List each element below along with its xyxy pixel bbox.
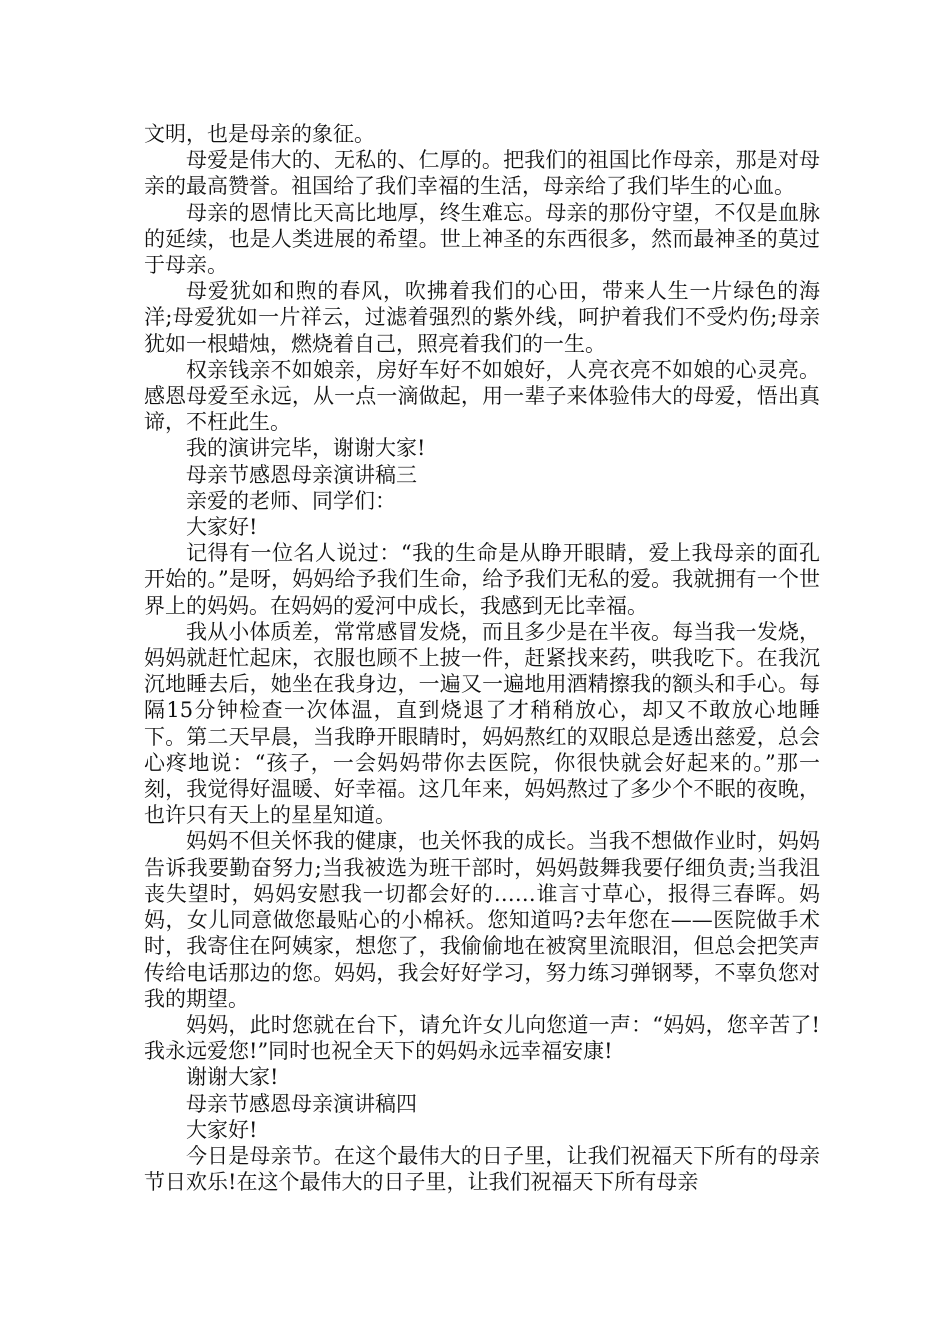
paragraph: 文明，也是母亲的象征。 [144, 122, 375, 146]
paragraph: 记得有一位名人说过：“我的生命是从睁开眼睛，爱上我母亲的面孔开始的。”是呀，妈妈给予我们生命，给予我们无私的爱。我就拥有一个世界上的妈妈。在妈妈的爱河中成长，我感到无比幸福。 [144, 541, 820, 618]
paragraph: 母爱是伟大的、无私的、仁厚的。把我们的祖国比作母亲，那是对母亲的最高赞誉。祖国给了我们幸福的生活，母亲给了我们毕生的心血。 [144, 148, 820, 199]
speech-heading: 母亲节感恩母亲演讲稿四 [186, 1091, 417, 1116]
paragraph: 今日是母亲节。在这个最伟大的日子里，让我们祝福天下所有的母亲节日欢乐!在这个最伟大的日子里，让我们祝福天下所有母亲 [144, 1143, 820, 1195]
salutation: 亲爱的老师、同学们： [186, 488, 396, 513]
document-body [144, 121, 820, 1195]
paragraph: 我从小体质差，常常感冒发烧，而且多少是在半夜。每当我一发烧，妈妈就赶忙起床，衣服也顾不上披一件，赶紧找来药，哄我吃下。在我沉沉地睡去后，她坐在我身边，一遍又一遍地用酒精擦我的额头和手心。每隔15分钟检查一次体温，直到烧退了才稍稍放心，却又不敢放心地睡下。第二天早晨，当我睁开眼睛时，妈妈熬红的双眼总是透出慈爱，总会心疼地说：“孩子，一会妈妈带你去医院，你很快就会好起来的。”那一刻，我觉得好温暖、好幸福。这几年来，妈妈熬过了多少个不眠的夜晚，也许只有天上的星星知道。 [144, 619, 820, 828]
paragraph: 母亲的恩情比天高比地厚，终生难忘。母亲的那份守望，不仅是血脉的延续，也是人类进展的希望。世上神圣的东西很多，然而最神圣的莫过于母亲。 [144, 200, 820, 278]
greeting: 大家好! [186, 515, 258, 540]
closing-line: 谢谢大家! [186, 1065, 279, 1090]
greeting: 大家好! [186, 1117, 258, 1142]
paragraph: 母爱犹如和煦的春风，吹拂着我们的心田，带来人生一片绿色的海洋;母爱犹如一片祥云，过滤着强烈的紫外线，呵护着我们不受灼伤;母亲犹如一根蜡烛，燃烧着自己，照亮着我们的一生。 [144, 279, 820, 356]
paragraph: 权亲钱亲不如娘亲，房好车好不如娘好，人亮衣亮不如娘的心灵亮。感恩母爱至永远，从一点一滴做起，用一辈子来体验伟大的母爱，悟出真谛，不枉此生。 [144, 357, 820, 435]
paragraph: 妈妈，此时您就在台下，请允许女儿向您道一声：“妈妈，您辛苦了!我永远爱您!”同时也祝全天下的妈妈永远幸福安康! [144, 1012, 820, 1064]
closing-line: 我的演讲完毕，谢谢大家! [186, 436, 426, 461]
paragraph: 妈妈不但关怀我的健康，也关怀我的成长。当我不想做作业时，妈妈告诉我要勤奋努力;当我被选为班干部时，妈妈鼓舞我要仔细负责;当我沮丧失望时，妈妈安慰我一切都会好的……谁言寸草心，报得三春晖。妈妈，女儿同意做您最贴心的小棉袄。您知道吗?去年您在——医院做手术时，我寄住在阿姨家，想您了，我偷偷地在被窝里流眼泪，但总会把笑声传给电话那边的您。妈妈，我会好好学习，努力练习弹钢琴，不辜负您对我的期望。 [144, 829, 820, 1011]
speech-heading: 母亲节感恩母亲演讲稿三 [186, 462, 417, 487]
